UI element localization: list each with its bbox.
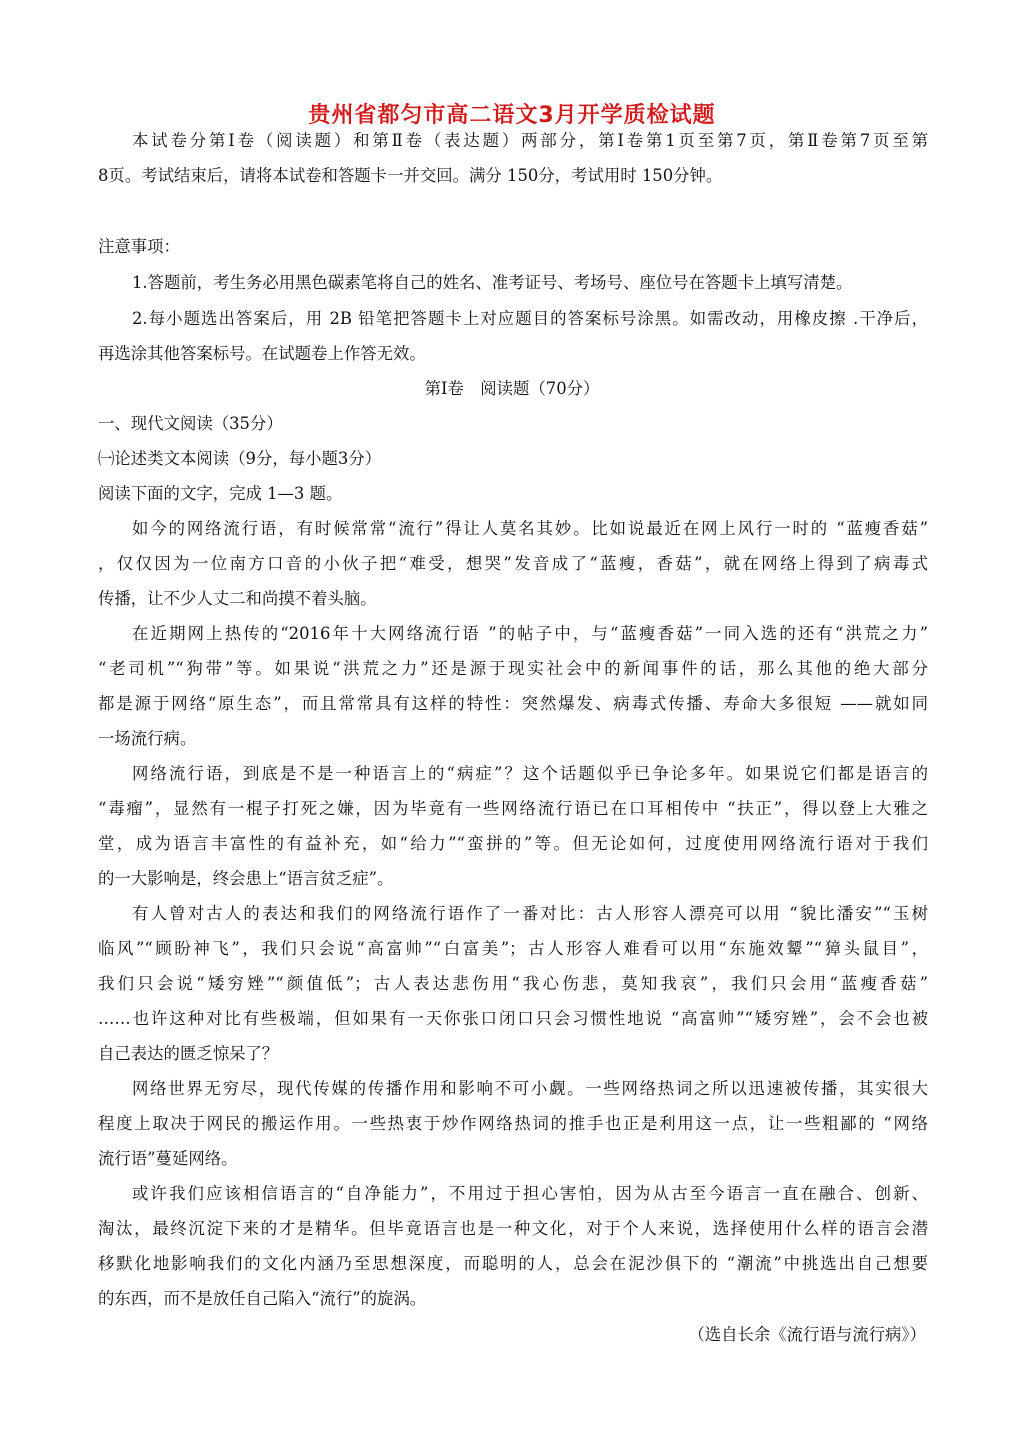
paragraph-line: 一场流行病。: [98, 729, 197, 748]
paragraph-line: 临风”“顾盼神飞”，我们只会说“高富帅”“白富美”；古人形容人难看可以用“东施效颦”“獐头鼠目”，: [98, 939, 928, 958]
paragraph-line: 有人曾对古人的表达和我们的网络流行语作了一番对比：古人形容人漂亮可以用 “貌比潘安”“玉树: [132, 904, 928, 923]
paragraph-line: 在近期网上热传的“2016年十大网络流行语 ”的帖子中，与“蓝瘦香菇”一同入选的还有“洪荒之力”: [132, 624, 928, 643]
paragraph-line: 的东西，而不是放任自己陷入“流行”的旋涡。: [98, 1289, 427, 1308]
paragraph-line: 网络世界无穷尽，现代传媒的传播作用和影响不可小觑。一些网络热词之所以迅速被传播，其实很大: [132, 1079, 928, 1098]
intro-line: 8页。考试结束后，请将本试卷和答题卡一并交回。满分 150分，考试用时 150分钟。: [98, 166, 723, 185]
paragraph-line: 堂，成为语言丰富性的有益补充，如“给力”“蛮拼的”等。但无论如何，过度使用网络流行语对于我们: [98, 834, 928, 853]
paragraph-line: “老司机”“狗带”等。如果说“洪荒之力”还是源于现实社会中的新闻事件的话，那么其他的绝大部分: [98, 659, 928, 678]
paragraph-line: ，仅仅因为一位南方口音的小伙子把“难受，想哭”发音成了“蓝瘦，香菇”，就在网络上得到了病毒式: [98, 554, 928, 573]
section-heading: 一、现代文阅读（35分）: [98, 414, 283, 433]
document-title: 贵州省都匀市高二语文3月开学质检试题: [308, 103, 716, 128]
paragraph-line: 淘汰，最终沉淀下来的才是精华。但毕竟语言也是一种文化，对于个人来说，选择使用什么样的语言会潜: [98, 1219, 928, 1238]
paragraph-line: 我们只会说“矮穷矬”“颜值低”；古人表达悲伤用“我心伤悲，莫知我哀”，我们只会用“蓝瘦香菇”: [98, 974, 928, 993]
paragraph-line: ……也许这种对比有些极端，但如果有一天你张口闭口只会习惯性地说 “高富帅”“矮穷矬”，会不会也被: [98, 1009, 928, 1028]
subsection-heading: ㈠论述类文本阅读（9分，每小题3分）: [98, 449, 382, 468]
paragraph-line: 或许我们应该相信语言的“自净能力”，不用过于担心害怕，因为从古至今语言一直在融合、创新、: [132, 1184, 928, 1203]
part-heading: 第Ⅰ卷 阅读题（70分）: [424, 379, 600, 398]
paragraph-line: “毒瘤”，显然有一棍子打死之嫌，因为毕竟有一些网络流行语已在口耳相传中 “扶正”，得以登上大雅之: [98, 799, 928, 818]
paragraph-line: 如今的网络流行语，有时候常常“流行”得让人莫名其妙。比如说最近在网上风行一时的 “蓝瘦香菇”: [132, 519, 928, 538]
paragraph-line: 程度上取决于网民的搬运作用。一些热衷于炒作网络热词的推手也正是利用这一点，让一些粗鄙的 “网络: [98, 1114, 928, 1133]
paragraph-line: 自己表达的匮乏惊呆了？: [98, 1044, 279, 1063]
instruction: 阅读下面的文字，完成 1—3 题。: [98, 484, 343, 503]
intro-line: 本试卷分第Ⅰ卷（阅读题）和第Ⅱ卷（表达题）两部分，第Ⅰ卷第1页至第7页，第Ⅱ卷第7页至第: [132, 131, 928, 150]
paragraph-line: 网络流行语，到底是不是一种语言上的“病症”？这个话题似乎已争论多年。如果说它们都是语言的: [132, 764, 928, 783]
notice-item: 再选涂其他答案标号。在试题卷上作答无效。: [98, 344, 426, 363]
notice-item: 1.答题前，考生务必用黑色碳素笔将自己的姓名、准考证号、考场号、座位号在答题卡上填写清楚。: [132, 273, 853, 292]
paragraph-line: 的一大影响是，终会患上“语言贫乏症”。: [98, 869, 394, 888]
paragraph-line: 都是源于网络“原生态”，而且常常具有这样的特性：突然爆发、病毒式传播、寿命大多很短 ——就如同: [98, 694, 928, 713]
source-citation: （选自长余《流行语与流行病》）: [688, 1325, 926, 1344]
paragraph-line: 流行语”蔓延网络。: [98, 1149, 238, 1168]
notice-item: 2.每小题选出答案后，用 2B 铅笔把答题卡上对应题目的答案标号涂黑。如需改动，用橡皮擦 .干净后，: [132, 309, 928, 328]
paragraph-line: 传播，让不少人丈二和尚摸不着头脑。: [98, 589, 377, 608]
paragraph-line: 移默化地影响我们的文化内涵乃至思想深度，而聪明的人，总会在泥沙俱下的 “潮流”中挑选出自己想要: [98, 1254, 928, 1273]
notice-heading: 注意事项：: [98, 237, 180, 256]
